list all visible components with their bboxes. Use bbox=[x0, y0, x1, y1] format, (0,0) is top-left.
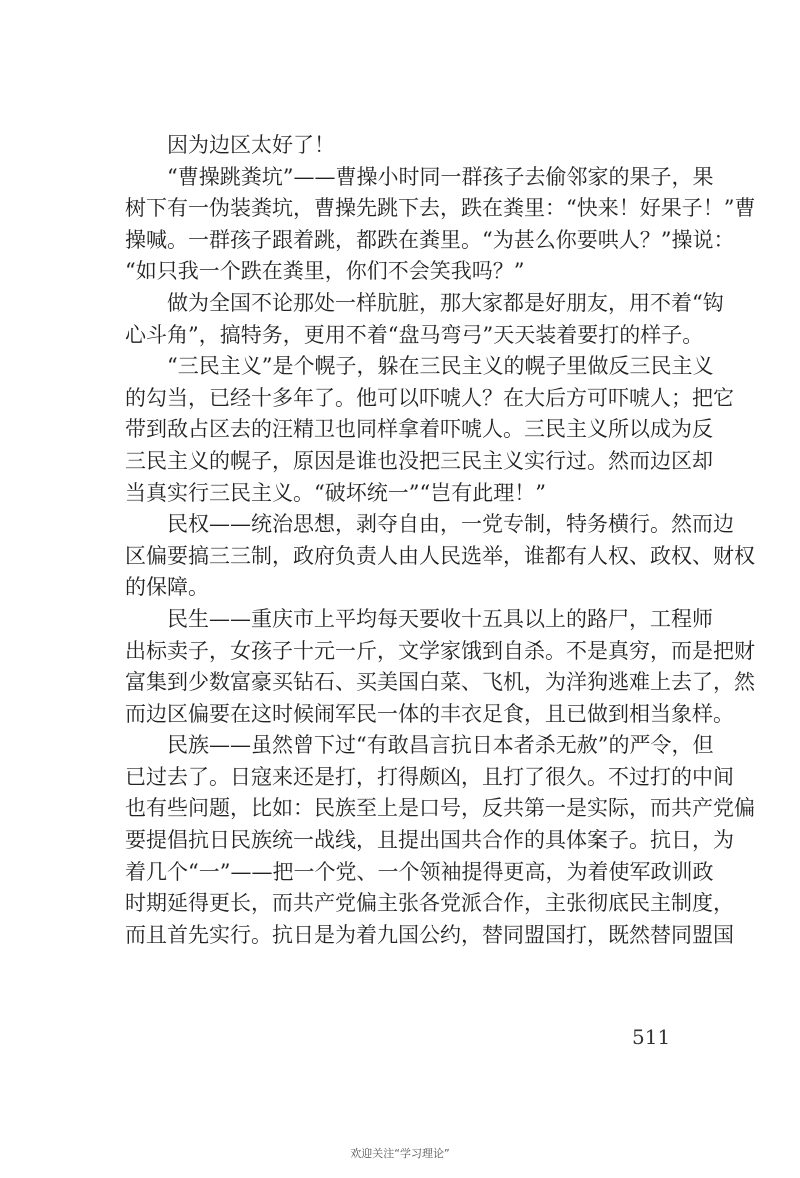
text-line: 出 标 卖 子 ， 女 孩 子 十 元 一 斤 ， 文 学 家 饿 到 自 杀 。 不 是 真 穷 ， 而 是 把 财 bbox=[125, 638, 755, 663]
text-line: 时 期 延 得 更 长 ， 而 共 产 党 偏 主 张 各 党 派 合 作 ， 主 张 彻 底 民 主 制 度 ， bbox=[125, 891, 734, 916]
text-line: “ 三 民 主 义 ” 是 个 幌 子 ， 躲 在 三 民 主 义 的 幌 子 里 做 反 三 民 主 义 bbox=[167, 354, 714, 379]
text-line: 已 过 去 了 。 日 寇 来 还 是 打 ， 打 得 颇 凶 ， 且 打 了 很 久 。 不 过 打 的 中 间 bbox=[125, 764, 734, 789]
text-line: 三 民 主 义 的 幌 子 ， 原 因 是 谁 也 没 把 三 民 主 义 实 行 过 。 然 而 边 区 却 bbox=[125, 448, 713, 473]
text-line: 带 到 敌 占 区 去 的 汪 精 卫 也 同 样 拿 着 吓 唬 人 。 三 民 主 义 所 以 成 为 反 bbox=[125, 417, 713, 442]
text-line: 因为边区太好了！ bbox=[167, 133, 335, 157]
text-line: 心斗角”，搞特务，更用不着“盘马弯弓”天天装着要打的样子。 bbox=[125, 322, 704, 347]
text-line: “ 曹 操 跳 粪 坑 ” — — 曹 操 小 时 同 一 群 孩 子 去 偷 邻 家 的 果 子 ， 果 bbox=[167, 164, 714, 189]
text-line: 民 族 — — 虽 然 曾 下 过 “ 有 敢 昌 言 抗 日 本 者 杀 无 赦 ” 的 严 令 ， 但 bbox=[167, 733, 714, 758]
text-line: 做 为 全 国 不 论 那 处 一 样 肮 脏 ， 那 大 家 都 是 好 朋 友 ， 用 不 着 “ 钩 bbox=[167, 290, 724, 315]
text-line: 操 喊 。 一 群 孩 子 跟 着 跳 ， 都 跌 在 粪 里 。 “ 为 甚 么 你 要 哄 人 ？ ” 操 说 ： bbox=[125, 227, 735, 252]
page-body-text bbox=[125, 130, 756, 951]
text-line: 而 且 首 先 实 行 。 抗 日 是 为 着 九 国 公 约 ， 替 同 盟 国 打 ， 既 然 替 同 盟 国 bbox=[125, 922, 734, 947]
text-line: 的保障。 bbox=[125, 575, 209, 600]
text-line: 民 生 — — 重 庆 市 上 平 均 每 天 要 收 十 五 具 以 上 的 路 尸 ， 工 程 师 bbox=[167, 606, 713, 631]
text-line: 区 偏 要 搞 三 三 制 ， 政 府 负 责 人 由 人 民 选 举 ， 谁 都 有 人 权 、 政 权 、 财 权 bbox=[125, 543, 755, 568]
text-line: 民 权 — — 统 治 思 想 ， 剥 夺 自 由 ， 一 党 专 制 ， 特 务 横 行 。 然 而 边 bbox=[167, 512, 734, 537]
text-line: 富 集 到 少 数 富 豪 买 钻 石 、 买 美 国 白 菜 、 飞 机 ， 为 洋 狗 逃 难 上 去 了 ， 然 bbox=[125, 670, 755, 695]
text-line: 树 下 有 一 伪 装 粪 坑 ， 曹 操 先 跳 下 去 ， 跌 在 粪 里 ： “ 快 来 ！ 好 果 子 ！ ” 曹 bbox=[125, 196, 756, 221]
text-line: “如只我一个跌在粪里，你们不会笑我吗？” bbox=[125, 259, 525, 284]
text-line: 要 提 倡 抗 日 民 族 统 一 战 线 ， 且 提 出 国 共 合 作 的 具 体 案 子 。 抗 日 ， 为 bbox=[125, 828, 734, 853]
footer-note: 欢迎关注“学习理论” bbox=[350, 1147, 450, 1160]
text-line: 着 几 个 “ 一 ” — — 把 一 个 党 、 一 个 领 袖 提 得 更 高 ， 为 着 使 军 政 训 政 bbox=[125, 859, 714, 884]
text-line: 也 有 些 问 题 ， 比 如 ： 民 族 至 上 是 口 号 ， 反 共 第 一 是 实 际 ， 而 共 产 党 偏 bbox=[125, 796, 755, 821]
text-line: 当真实行三民主义。“破坏统一”“岂有此理！” bbox=[125, 480, 546, 505]
text-line: 的 勾 当 ， 已 经 十 多 年 了 。 他 可 以 吓 唬 人 ？ 在 大 后 方 可 吓 唬 人 ； 把 它 bbox=[125, 385, 734, 410]
text-line: 而 边 区 偏 要 在 这 时 候 闹 军 民 一 体 的 丰 衣 足 食 ， 且 已 做 到 相 当 象 样 。 bbox=[125, 701, 734, 726]
page-number: 511 bbox=[632, 1025, 671, 1049]
